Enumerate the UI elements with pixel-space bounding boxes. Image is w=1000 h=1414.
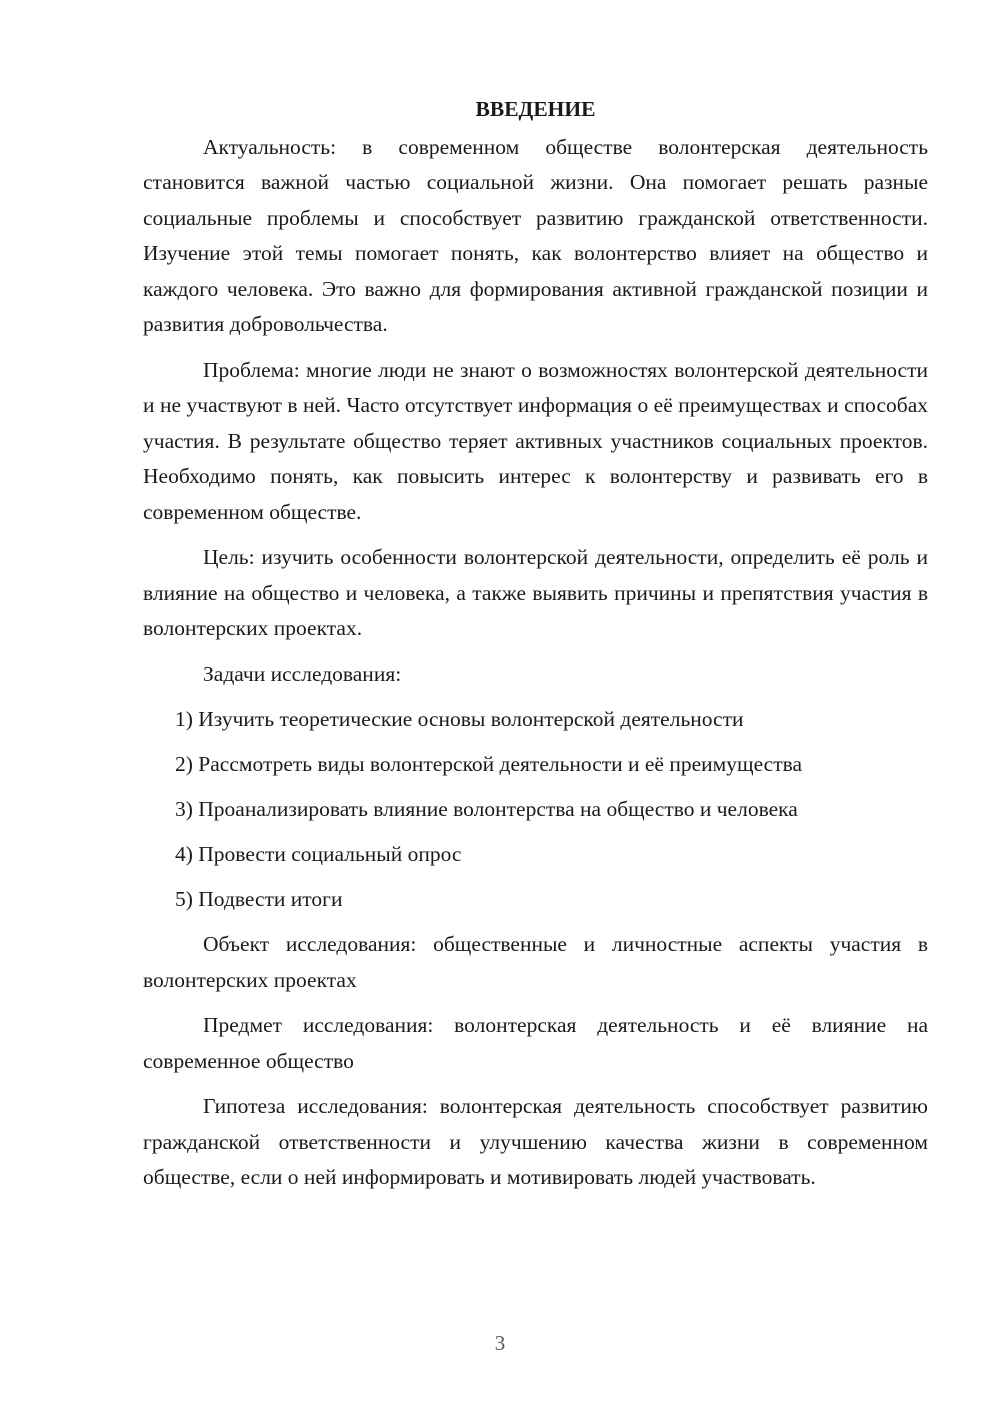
object-paragraph: Объект исследования: общественные и личностные аспекты участия в волонтерских проектах [143, 932, 928, 992]
section-title: ВВЕДЕНИЕ [475, 97, 596, 121]
task-item: 4) Провести социальный опрос [175, 842, 462, 866]
task-item: 3) Проанализировать влияние волонтерства на общество и человека [175, 797, 798, 821]
tasks-list [143, 702, 928, 918]
page-number: 3 [494, 1331, 506, 1355]
subject-paragraph: Предмет исследования: волонтерская деятельность и её влияние на современное общество [143, 1013, 928, 1073]
task-item: 5) Подвести итоги [175, 887, 343, 911]
document-page [143, 92, 928, 1206]
hypothesis-paragraph: Гипотеза исследования: волонтерская деятельность способствует развитию гражданской ответственности и улучшению качества жизни в современном обществе, если о ней информировать и мотивировать людей участвовать. [143, 1094, 928, 1189]
task-item: 2) Рассмотреть виды волонтерской деятельности и её преимущества [175, 752, 802, 776]
relevance-paragraph: Актуальность: в современном обществе волонтерская деятельность становится важной частью социальной жизни. Она помогает решать разные социальные проблемы и способствует развитию гражданской ответственности. Изучение этой темы помогает понять, как волонтерство влияет на общество и каждого человека. Это важно для формирования активной гражданской позиции и развития добровольчества. [143, 134, 928, 336]
task-item: 1) Изучить теоретические основы волонтерской деятельности [175, 707, 744, 731]
problem-paragraph: Проблема: многие люди не знают о возможностях волонтерской деятельности и не участвуют в ней. Часто отсутствует информация о её преимуществах и способах участия. В результате общество теряет активных участников социальных проектов. Необходимо понять, как повысить интерес к волонтерству и развивать его в современном обществе. [143, 357, 928, 524]
goal-paragraph: Цель: изучить особенности волонтерской деятельности, определить её роль и влияние на общество и человека, а также выявить причины и препятствия участия в волонтерских проектах. [143, 545, 928, 640]
tasks-heading: Задачи исследования: [203, 661, 402, 686]
